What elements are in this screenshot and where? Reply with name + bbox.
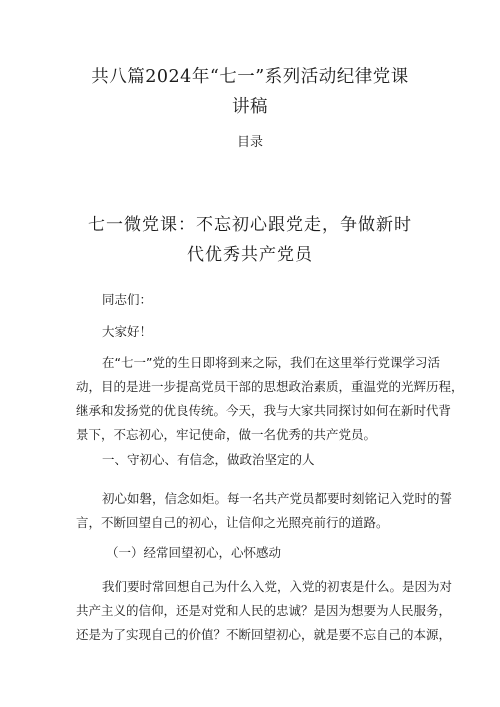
section-title <box>70 210 430 270</box>
paragraph-line: 还是为了实现自己的价值？不断回望初心，就是要不忘自己的本源， <box>76 627 452 642</box>
paragraph-line: 言，不断回望自己的初心，让信仰之光照亮前行的道路。 <box>76 515 389 530</box>
paragraph-line: 我们要时常回想自己为什么入党，入党的初衷是什么。是因为对 <box>102 579 453 594</box>
section-title-line-2: 代优秀共产党员 <box>187 245 313 265</box>
section-title-line-1: 七一微党课：不忘初心跟党走，争做新时 <box>88 215 412 235</box>
paragraph-line: 继承和发扬党的优良传统。今天，我与大家共同探讨如何在新时代背 <box>76 403 452 418</box>
paragraph-line: 初心如磐，信念如炬。每一名共产党员都要时刻铭记入党时的誓 <box>102 491 453 506</box>
document-title-line-1: 共八篇2024年“七一”系列活动纪律党课 <box>91 67 409 87</box>
heading-1 <box>76 448 436 472</box>
greeting-block <box>76 288 436 312</box>
heading-line: 一、守初心、有信念，做政治坚定的人 <box>102 452 315 467</box>
greeting-block-2 <box>76 320 436 344</box>
table-of-contents-label: 目录 <box>236 135 263 150</box>
paragraph-line: 动，目的是进一步提高党员干部的思想政治素质，重温党的光辉历程， <box>76 379 464 394</box>
subheading-1 <box>76 541 436 565</box>
subheading-line: （一）经常回望初心，心怀感动 <box>106 545 282 560</box>
paragraph-line: 景下，不忘初心，牢记使命，做一名优秀的共产党员。 <box>76 427 377 442</box>
document-title-line-2: 讲稿 <box>232 97 268 117</box>
paragraph-2 <box>76 487 453 535</box>
paragraph-3 <box>76 575 453 647</box>
paragraph-1 <box>76 351 464 447</box>
greeting-line: 同志们： <box>102 292 153 307</box>
greeting-line-2: 大家好！ <box>102 324 153 339</box>
paragraph-line: 在“七一”党的生日即将到来之际，我们在这里举行党课学习活 <box>102 355 440 370</box>
document-title <box>60 62 440 122</box>
paragraph-line: 共产主义的信仰，还是对党和人民的忠诚？是因为想要为人民服务， <box>76 603 452 618</box>
